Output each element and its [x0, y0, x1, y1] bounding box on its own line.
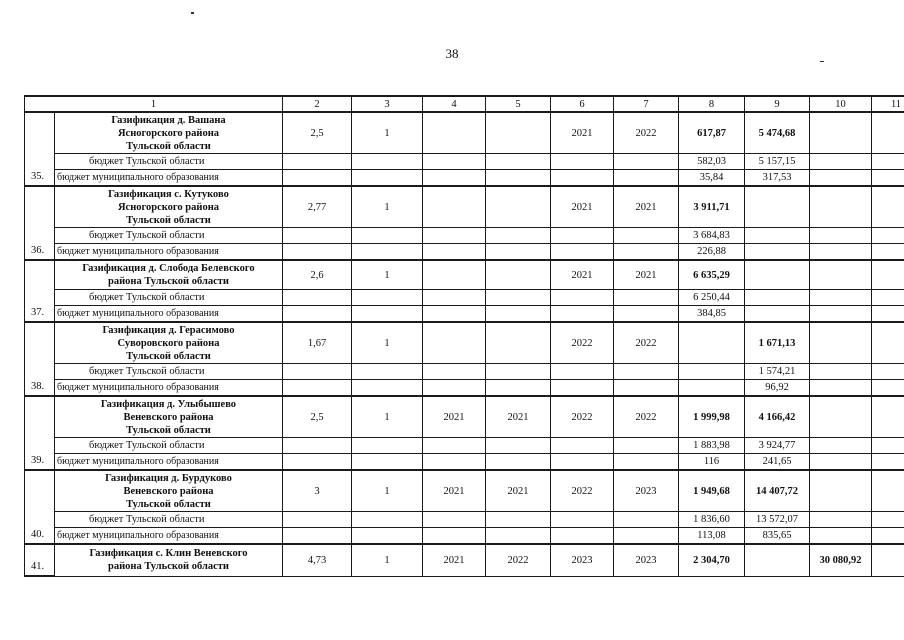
object-title-line: Газификация с. Кутуково [108, 188, 229, 200]
funding-value-col-8: 35,84 [679, 170, 745, 187]
funding-value-col-8: 116 [679, 454, 745, 471]
funding-source-row [25, 512, 904, 528]
gasification-table [24, 95, 904, 577]
value-col-8: 3 911,71 [679, 186, 745, 228]
funding-value-col-10 [810, 454, 872, 471]
funding-source-label: бюджет Тульской области [55, 154, 283, 170]
funding-value-col-5 [486, 364, 551, 380]
funding-value-col-2 [283, 228, 352, 244]
funding-value-col-10 [810, 170, 872, 187]
object-title [55, 112, 283, 154]
funding-value-col-7 [614, 454, 679, 471]
funding-value-col-5 [486, 512, 551, 528]
row-number: 39. [25, 396, 55, 470]
funding-source-label: бюджет Тульской области [55, 512, 283, 528]
value-col-6: 2023 [551, 544, 614, 576]
funding-source-label: бюджет Тульской области [55, 228, 283, 244]
value-col-6: 2021 [551, 112, 614, 154]
funding-value-col-10 [810, 438, 872, 454]
column-header-2: 2 [283, 96, 352, 112]
row-number: 40. [25, 470, 55, 544]
funding-value-col-3 [352, 290, 423, 306]
funding-value-col-4 [423, 528, 486, 545]
funding-value-col-4 [423, 364, 486, 380]
funding-value-col-6 [551, 290, 614, 306]
funding-source-row [25, 170, 904, 187]
value-col-2: 2,5 [283, 112, 352, 154]
funding-value-col-5 [486, 170, 551, 187]
column-header-7: 7 [614, 96, 679, 112]
value-col-7: 2021 [614, 186, 679, 228]
funding-value-col-2 [283, 528, 352, 545]
column-header-5: 5 [486, 96, 551, 112]
funding-source-row [25, 154, 904, 170]
funding-value-col-6 [551, 512, 614, 528]
funding-value-col-7 [614, 512, 679, 528]
funding-value-col-6 [551, 244, 614, 261]
funding-value-col-10 [810, 528, 872, 545]
funding-value-col-3 [352, 512, 423, 528]
value-col-2: 2,77 [283, 186, 352, 228]
object-title [55, 322, 283, 364]
funding-value-col-4 [423, 306, 486, 323]
scan-speck [191, 12, 194, 14]
value-col-11 [872, 396, 904, 438]
value-col-4: 2021 [423, 470, 486, 512]
funding-value-col-3 [352, 528, 423, 545]
value-col-9: 1 671,13 [745, 322, 810, 364]
funding-value-col-9: 241,65 [745, 454, 810, 471]
funding-value-col-11 [872, 438, 904, 454]
funding-value-col-8: 113,08 [679, 528, 745, 545]
funding-value-col-2 [283, 306, 352, 323]
object-title [55, 396, 283, 438]
funding-source-label: бюджет Тульской области [55, 290, 283, 306]
value-col-8: 617,87 [679, 112, 745, 154]
funding-value-col-9 [745, 228, 810, 244]
funding-value-col-6 [551, 364, 614, 380]
value-col-11 [872, 186, 904, 228]
value-col-10 [810, 186, 872, 228]
funding-value-col-11 [872, 380, 904, 397]
value-col-11 [872, 544, 904, 576]
object-title-line: Тульской области [126, 498, 211, 510]
value-col-7: 2023 [614, 470, 679, 512]
funding-value-col-9: 96,92 [745, 380, 810, 397]
table-row [25, 322, 904, 364]
funding-value-col-7 [614, 438, 679, 454]
value-col-5: 2021 [486, 470, 551, 512]
funding-value-col-6 [551, 306, 614, 323]
funding-value-col-2 [283, 154, 352, 170]
funding-value-col-2 [283, 512, 352, 528]
funding-value-col-4 [423, 244, 486, 261]
value-col-7: 2021 [614, 260, 679, 290]
funding-value-col-9: 317,53 [745, 170, 810, 187]
funding-value-col-10 [810, 244, 872, 261]
row-number: 37. [25, 260, 55, 322]
value-col-5 [486, 112, 551, 154]
funding-source-row [25, 438, 904, 454]
funding-value-col-4 [423, 380, 486, 397]
value-col-3: 1 [352, 470, 423, 512]
value-col-3: 1 [352, 544, 423, 576]
object-title-line: Тульской области [126, 140, 211, 152]
funding-source-label: бюджет муниципального образования [55, 380, 283, 397]
funding-value-col-9 [745, 290, 810, 306]
value-col-10: 30 080,92 [810, 544, 872, 576]
object-title-line: Тульской области [126, 424, 211, 436]
value-col-4 [423, 260, 486, 290]
column-header-11: 11 [872, 96, 904, 112]
funding-value-col-7 [614, 170, 679, 187]
funding-source-row [25, 290, 904, 306]
funding-source-row [25, 306, 904, 323]
object-title-line: Суворовского района [117, 337, 220, 349]
funding-value-col-3 [352, 154, 423, 170]
object-title-line: района Тульской области [108, 561, 229, 573]
funding-value-col-9: 13 572,07 [745, 512, 810, 528]
value-col-10 [810, 112, 872, 154]
object-title [55, 186, 283, 228]
funding-value-col-8: 1 883,98 [679, 438, 745, 454]
object-title-line: Тульской области [126, 350, 211, 362]
object-title-line: Тульской области [126, 214, 211, 226]
value-col-7: 2023 [614, 544, 679, 576]
value-col-10 [810, 322, 872, 364]
object-title-line: Газификация д. Вашана [111, 114, 226, 126]
object-title [55, 470, 283, 512]
funding-value-col-7 [614, 364, 679, 380]
value-col-7: 2022 [614, 396, 679, 438]
value-col-8: 2 304,70 [679, 544, 745, 576]
value-col-6: 2021 [551, 186, 614, 228]
value-col-10 [810, 470, 872, 512]
funding-source-row [25, 364, 904, 380]
value-col-9: 14 407,72 [745, 470, 810, 512]
funding-value-col-4 [423, 454, 486, 471]
column-header-4: 4 [423, 96, 486, 112]
funding-source-row [25, 228, 904, 244]
value-col-5 [486, 322, 551, 364]
value-col-9 [745, 544, 810, 576]
object-title-line: Газификация д. Слобода Белевского [82, 263, 255, 274]
funding-value-col-2 [283, 170, 352, 187]
value-col-5: 2021 [486, 396, 551, 438]
funding-value-col-4 [423, 512, 486, 528]
funding-source-label: бюджет муниципального образования [55, 528, 283, 545]
funding-value-col-3 [352, 228, 423, 244]
funding-source-row [25, 528, 904, 545]
value-col-4: 2021 [423, 396, 486, 438]
funding-value-col-11 [872, 244, 904, 261]
object-title-line: Веневского района [123, 411, 214, 423]
funding-value-col-5 [486, 290, 551, 306]
funding-value-col-11 [872, 154, 904, 170]
value-col-6: 2022 [551, 322, 614, 364]
object-title [55, 260, 283, 290]
funding-value-col-6 [551, 170, 614, 187]
row-number: 35. [25, 112, 55, 186]
funding-value-col-2 [283, 438, 352, 454]
value-col-3: 1 [352, 112, 423, 154]
funding-value-col-11 [872, 364, 904, 380]
funding-value-col-2 [283, 364, 352, 380]
funding-value-col-4 [423, 438, 486, 454]
funding-value-col-11 [872, 228, 904, 244]
value-col-2: 2,6 [283, 260, 352, 290]
funding-value-col-7 [614, 528, 679, 545]
funding-value-col-7 [614, 306, 679, 323]
funding-value-col-7 [614, 244, 679, 261]
funding-source-label: бюджет муниципального образования [55, 170, 283, 187]
value-col-6: 2022 [551, 396, 614, 438]
funding-value-col-9 [745, 306, 810, 323]
value-col-3: 1 [352, 396, 423, 438]
value-col-9 [745, 260, 810, 290]
value-col-11 [872, 260, 904, 290]
funding-value-col-6 [551, 438, 614, 454]
funding-value-col-7 [614, 290, 679, 306]
value-col-5: 2022 [486, 544, 551, 576]
funding-value-col-10 [810, 290, 872, 306]
funding-value-col-8: 6 250,44 [679, 290, 745, 306]
funding-value-col-5 [486, 528, 551, 545]
object-title-line: Газификация д. Герасимово [102, 324, 235, 336]
funding-value-col-6 [551, 528, 614, 545]
table-row [25, 470, 904, 512]
funding-value-col-10 [810, 228, 872, 244]
funding-source-row [25, 380, 904, 397]
funding-value-col-6 [551, 454, 614, 471]
funding-value-col-10 [810, 154, 872, 170]
funding-value-col-7 [614, 154, 679, 170]
value-col-11 [872, 112, 904, 154]
funding-value-col-8: 226,88 [679, 244, 745, 261]
table-row [25, 112, 904, 154]
value-col-6: 2021 [551, 260, 614, 290]
funding-value-col-9: 1 574,21 [745, 364, 810, 380]
funding-value-col-11 [872, 170, 904, 187]
funding-value-col-8: 3 684,83 [679, 228, 745, 244]
funding-value-col-6 [551, 154, 614, 170]
funding-value-col-9: 835,65 [745, 528, 810, 545]
funding-value-col-7 [614, 380, 679, 397]
object-title-line: Ясногорского района [117, 201, 220, 213]
funding-value-col-11 [872, 290, 904, 306]
funding-value-col-3 [352, 306, 423, 323]
funding-value-col-2 [283, 380, 352, 397]
value-col-7: 2022 [614, 112, 679, 154]
value-col-2: 4,73 [283, 544, 352, 576]
column-header-row [25, 96, 904, 112]
funding-value-col-2 [283, 290, 352, 306]
value-col-9 [745, 186, 810, 228]
value-col-8: 6 635,29 [679, 260, 745, 290]
funding-value-col-5 [486, 228, 551, 244]
value-col-5 [486, 260, 551, 290]
value-col-3: 1 [352, 322, 423, 364]
funding-value-col-3 [352, 244, 423, 261]
funding-value-col-3 [352, 380, 423, 397]
funding-value-col-5 [486, 154, 551, 170]
funding-value-col-4 [423, 170, 486, 187]
funding-value-col-5 [486, 438, 551, 454]
object-title [55, 544, 283, 576]
object-title-line: Веневского района [123, 485, 214, 497]
page-number: 38 [445, 46, 459, 61]
table-row [25, 186, 904, 228]
row-number: 36. [25, 186, 55, 260]
funding-value-col-4 [423, 228, 486, 244]
value-col-2: 1,67 [283, 322, 352, 364]
funding-value-col-8: 1 836,60 [679, 512, 745, 528]
funding-value-col-5 [486, 454, 551, 471]
value-col-5 [486, 186, 551, 228]
funding-value-col-10 [810, 306, 872, 323]
funding-value-col-6 [551, 228, 614, 244]
funding-source-label: бюджет Тульской области [55, 364, 283, 380]
column-header-10: 10 [810, 96, 872, 112]
funding-value-col-4 [423, 154, 486, 170]
object-title-line: Газификация д. Бурдуково [105, 472, 232, 484]
object-title-line: района Тульской области [108, 276, 229, 287]
value-col-4 [423, 186, 486, 228]
value-col-2: 2,5 [283, 396, 352, 438]
funding-value-col-3 [352, 438, 423, 454]
funding-value-col-10 [810, 364, 872, 380]
value-col-10 [810, 260, 872, 290]
value-col-10 [810, 396, 872, 438]
table-row [25, 396, 904, 438]
funding-value-col-5 [486, 306, 551, 323]
table-row [25, 544, 904, 576]
row-number: 38. [25, 322, 55, 396]
funding-value-col-8 [679, 364, 745, 380]
funding-value-col-8: 582,03 [679, 154, 745, 170]
value-col-11 [872, 470, 904, 512]
funding-value-col-11 [872, 454, 904, 471]
value-col-3: 1 [352, 186, 423, 228]
funding-value-col-3 [352, 454, 423, 471]
funding-source-label: бюджет Тульской области [55, 438, 283, 454]
value-col-8: 1 949,68 [679, 470, 745, 512]
funding-value-col-11 [872, 528, 904, 545]
object-title-line: Ясногорского района [117, 127, 220, 139]
value-col-2: 3 [283, 470, 352, 512]
value-col-4 [423, 322, 486, 364]
value-col-11 [872, 322, 904, 364]
funding-source-row [25, 244, 904, 261]
funding-value-col-10 [810, 512, 872, 528]
funding-source-label: бюджет муниципального образования [55, 454, 283, 471]
funding-value-col-11 [872, 306, 904, 323]
value-col-8: 1 999,98 [679, 396, 745, 438]
object-title-line: Газификация д. Улыбышево [100, 398, 237, 410]
funding-value-col-2 [283, 454, 352, 471]
object-title-line: Газификация с. Клин Веневского [89, 548, 248, 560]
funding-value-col-9 [745, 244, 810, 261]
column-header-8: 8 [679, 96, 745, 112]
funding-value-col-5 [486, 380, 551, 397]
funding-value-col-3 [352, 170, 423, 187]
funding-value-col-6 [551, 380, 614, 397]
value-col-3: 1 [352, 260, 423, 290]
value-col-7: 2022 [614, 322, 679, 364]
value-col-4 [423, 112, 486, 154]
funding-value-col-9: 3 924,77 [745, 438, 810, 454]
funding-value-col-2 [283, 244, 352, 261]
value-col-4: 2021 [423, 544, 486, 576]
value-col-6: 2022 [551, 470, 614, 512]
funding-source-label: бюджет муниципального образования [55, 244, 283, 261]
funding-value-col-8: 384,85 [679, 306, 745, 323]
funding-value-col-8 [679, 380, 745, 397]
funding-value-col-4 [423, 290, 486, 306]
funding-value-col-3 [352, 364, 423, 380]
row-number: 41. [25, 544, 55, 576]
value-col-9: 5 474,68 [745, 112, 810, 154]
value-col-8 [679, 322, 745, 364]
funding-source-label: бюджет муниципального образования [55, 306, 283, 323]
funding-source-row [25, 454, 904, 471]
funding-value-col-9: 5 157,15 [745, 154, 810, 170]
value-col-9: 4 166,42 [745, 396, 810, 438]
funding-value-col-11 [872, 512, 904, 528]
column-header-3: 3 [352, 96, 423, 112]
funding-value-col-7 [614, 228, 679, 244]
column-header-6: 6 [551, 96, 614, 112]
funding-value-col-5 [486, 244, 551, 261]
column-header-1: 1 [25, 96, 283, 112]
column-header-9: 9 [745, 96, 810, 112]
funding-value-col-10 [810, 380, 872, 397]
table-row [25, 260, 904, 290]
